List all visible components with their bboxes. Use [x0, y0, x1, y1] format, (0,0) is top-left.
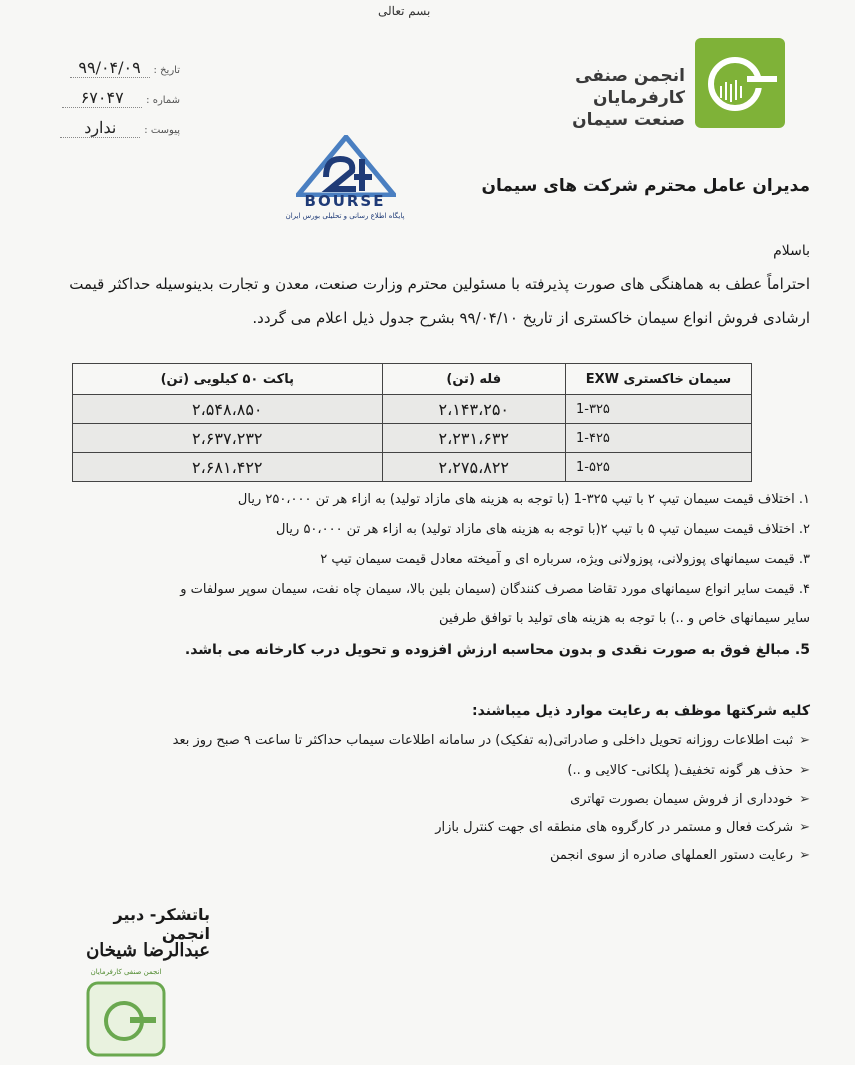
association-name-1: انجمن صنفی — [575, 66, 685, 86]
cell-type: 1-۳۲۵ — [566, 395, 752, 424]
note-2: ۲. اختلاف قیمت سیمان تیپ ۵ با تیپ ۲(با توجه به هزینه های مازاد تولید) به ازاء هر تن ۵۰،۰۰۰ ریال — [276, 522, 810, 537]
cell-bag: ۲،۵۴۸،۸۵۰ — [73, 395, 383, 424]
list-item: ➢خودداری از فروش سیمان بصورت تهاتری — [570, 792, 810, 807]
date-value: ۹۹/۰۴/۰۹ — [70, 58, 150, 78]
bourse-logo-icon — [296, 135, 396, 197]
bismillah: بسم تعالی — [378, 4, 431, 18]
note-3: ۳. قیمت سیمانهای پوزولانی، پوزولانی ویژه، سرباره ای و آمیخته معادل قیمت سیمان تیپ ۲ — [320, 552, 810, 567]
arrow-bullet-icon: ➢ — [799, 792, 810, 807]
association-logo — [695, 38, 785, 128]
cell-type: 1-۵۲۵ — [566, 453, 752, 482]
cell-bulk: ۲،۱۴۳،۲۵۰ — [382, 395, 565, 424]
association-name-2: کارفرمایان — [593, 88, 685, 108]
signature-title: باتشکر- دبیر انجمن — [113, 905, 210, 943]
table-row — [73, 424, 752, 453]
meta-attachment: پیوست :ندارد — [40, 118, 180, 138]
note-4: ۴. قیمت سایر انواع سیمانهای مورد تقاضا مصرف کنندگان (سیمان بلین بالا، سیمان چاه نفت، سیمان سوپر سولفات و — [180, 582, 810, 597]
bourse-wordmark: BOURSE — [304, 192, 386, 210]
table-row — [73, 453, 752, 482]
list-item: ➢شرکت فعال و مستمر در کارگروه های منطقه ای جهت کنترل بازار — [435, 820, 810, 835]
arrow-bullet-icon: ➢ — [799, 848, 810, 863]
body-line-1: احتراماً عطف به هماهنگی های صورت پذیرفته با مسئولین محترم وزارت صنعت، معدن و تجارت بدینوسیله حداکثر قیمت — [69, 275, 810, 293]
recipient: مدیران عامل محترم شرکت های سیمان — [481, 176, 810, 196]
stamp-text: انجمن صنفی کارفرمایان — [90, 968, 162, 976]
signature-name: عبدالرضا شیخان — [86, 940, 210, 961]
table-header-row — [73, 364, 752, 395]
duties-heading: کلیه شرکتها موظف به رعایت موارد ذیل میباشند: — [472, 703, 810, 719]
body-line-2: ارشادی فروش انواع سیمان خاکستری از تاریخ ۹۹/۰۴/۱۰ بشرح جدول ذیل اعلام می گردد. — [252, 309, 810, 327]
header-type: سیمان خاکستری EXW — [566, 364, 752, 395]
table-row — [73, 395, 752, 424]
cell-bulk: ۲،۲۷۵،۸۲۲ — [382, 453, 565, 482]
note-1: ۱. اختلاف قیمت سیمان تیپ ۲ با تیپ ۳۲۵-1 (با توجه به هزینه های مازاد تولید) به ازاء هر تن ۲۵۰،۰۰۰ ریال — [237, 492, 810, 507]
arrow-bullet-icon: ➢ — [799, 820, 810, 835]
list-item: ➢حذف هر گونه تخفیف( پلکانی- کالایی و ..) — [567, 763, 810, 778]
note-4-continued: سایر سیمانهای خاص و ..) با توجه به هزینه های تولید با توافق طرفین — [439, 611, 810, 626]
cell-bulk: ۲،۲۳۱،۶۳۲ — [382, 424, 565, 453]
greeting: باسلام — [773, 243, 810, 259]
association-name-3: صنعت سیمان — [572, 110, 685, 130]
association-stamp-icon — [80, 965, 172, 1065]
number-value: ۶۷۰۴۷ — [62, 88, 142, 108]
header-bulk: فله (تن) — [382, 364, 565, 395]
meta-number: شماره :۶۷۰۴۷ — [40, 88, 180, 108]
arrow-bullet-icon: ➢ — [799, 733, 810, 748]
list-item: ➢ثبت اطلاعات روزانه تحویل داخلی و صادراتی(به تفکیک) در سامانه اطلاعات سیماب حداکثر تا ساعت ۹ صبح روز بعد — [172, 733, 810, 748]
price-table — [72, 363, 752, 482]
header-bag: پاکت ۵۰ کیلویی (تن) — [73, 364, 383, 395]
attachment-value: ندارد — [60, 118, 140, 138]
cell-bag: ۲،۶۸۱،۴۲۲ — [73, 453, 383, 482]
bourse-subtitle: پایگاه اطلاع رسانی و تحلیلی بورس ایران — [285, 212, 405, 220]
meta-date: تاریخ :۹۹/۰۴/۰۹ — [40, 58, 180, 78]
cell-bag: ۲،۶۳۷،۲۳۲ — [73, 424, 383, 453]
list-item: ➢رعایت دستور العملهای صادره از سوی انجمن — [549, 848, 810, 863]
arrow-bullet-icon: ➢ — [799, 763, 810, 778]
cell-type: 1-۴۲۵ — [566, 424, 752, 453]
note-5: 5. مبالغ فوق به صورت نقدی و بدون محاسبه ارزش افزوده و تحویل درب کارخانه می باشد. — [184, 642, 810, 658]
association-emblem-icon — [695, 38, 785, 128]
